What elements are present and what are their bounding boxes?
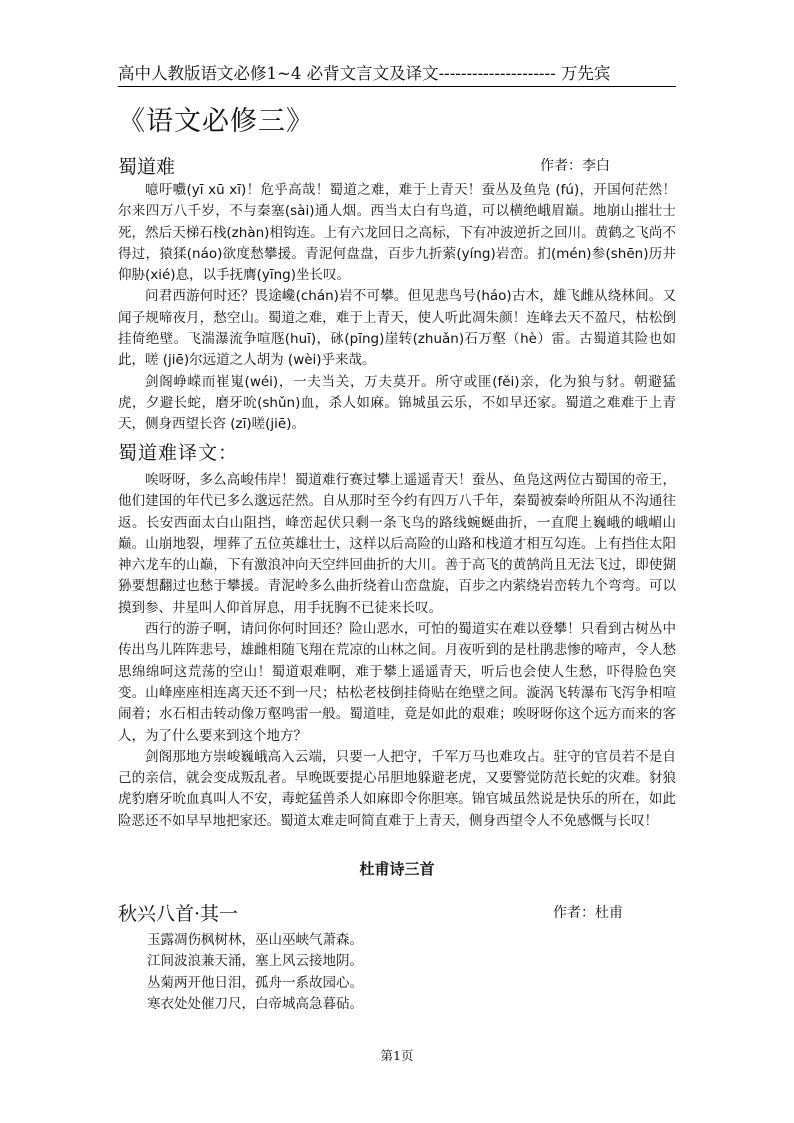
running-header: 高中人教版语文必修1~4 必背文言文及译文--------------------- 万先宾 [118,64,611,83]
page-number: 第1页 [380,1048,414,1063]
poem-title-shudaonan: 蜀道难 [118,156,176,178]
poem-author-qiuxing: 作者：杜甫 [553,905,623,921]
verse-line: 寒衣处处催刀尺，白帝城高急暮砧。 [147,995,363,1012]
header-rule [118,86,676,87]
paragraph: 剑阁那地方崇峻巍峨高入云端，只要一人把守，千军万马也难攻占。驻守的官员若不是自己的亲信，就会变成叛乱者。早晚既要提心吊胆地躲避老虎，又要警觉防范长蛇的灾难。豺狼虎豹磨牙吮血真叫人不安，毒蛇猛兽杀人如麻即令你胆寒。锦官城虽然说是快乐的所在，如此险恶还不如早早地把家还。蜀道太难走呵简直难于上青天，侧身西望令人不免感慨与长叹！ [118,748,676,829]
paragraph: 西行的游子啊，请问你何时回还？险山恶水，可怕的蜀道实在难以登攀！只看到古树丛中传出鸟儿阵阵悲号，雄雌相随飞翔在荒凉的山林之间。月夜听到的是杜鹃悲惨的啼声，令人愁思绵绵呵这荒荡的空山！蜀道艰难啊，难于攀上遥遥青天，听后也会使人生愁，吓得脸色突变。山峰座座相连离天还不到一尺；枯松老枝倒挂倚贴在绝壁之间。漩涡飞转瀑布飞泻争相喧闹着；水石相击转动像万壑鸣雷一般。蜀道哇，竟是如此的艰难；唉呀呀你这个远方而来的客人，为了什么要来到这个地方？ [118,621,676,744]
paragraph: 剑阁峥嵘而崔嵬(wéi)，一夫当关，万夫莫开。所守或匪(fěi)亲，化为狼与豺。朝避猛虎，夕避长蛇，磨牙吮(shǔn)血，杀人如麻。锦城虽云乐，不如早还家。蜀道之难难于上青天，侧身西望长咨 (zī)嗟(jiē)。 [118,373,676,433]
paragraph: 唉呀呀，多么高峻伟岸！蜀道难行赛过攀上遥遥青天！蚕丛、鱼凫这两位古蜀国的帝王，他们建国的年代已多么邈远茫然。自从那时至今约有四万八千年，秦蜀被秦岭所阻从不沟通往返。长安西面太白山阻挡，峰峦起伏只剩一条飞鸟的路线蜿蜒曲折，一直爬上巍峨的峨嵋山巅。山崩地裂，埋葬了五位英雄壮士，这样以后高险的山路和栈道才相互勾连。上有挡住太阳神六龙车的山巅，下有激浪冲向天空绊回曲折的大川。善于高飞的黄鹄尚且无法飞过，即使猢狲要想翻过也愁于攀援。青泥岭多么曲折绕着山峦盘旋，百步之内萦绕岩峦转九个弯弯。可以摸到参、井星叫人仰首屏息，用手抚胸不已徒来长叹。 [118,472,676,616]
poem-text-qiuxing [147,930,363,1015]
poem-author-shudaonan: 作者：李白 [540,158,610,174]
poem-title-qiuxing: 秋兴八首·其一 [118,903,239,925]
verse-line: 丛菊两开他日泪，孤舟一系故园心。 [147,974,363,991]
paragraph: 噫吁嚱(yī xū xī)！危乎高哉！蜀道之难，难于上青天！蚕丛及鱼凫 (fú)，开国何茫然！尔来四万八千岁，不与秦塞(sài)通人烟。西当太白有鸟道，可以横绝峨眉巅。地崩山摧壮士死，然后天梯石栈(zhàn)相钩连。上有六龙回日之高标，下有冲波逆折之回川。黄鹤之飞尚不得过，猿猱(náo)欲度愁攀援。青泥何盘盘，百步九折萦(yíng)岩峦。扪(mén)参(shēn)历井仰胁(xié)息，以手抚膺(yīng)坐长叹。 [118,182,676,284]
poem-text-shudaonan [118,180,676,436]
verse-line: 玉露凋伤枫树林，巫山巫峡气萧森。 [147,932,363,948]
paragraph: 问君西游何时还？畏途巉(chán)岩不可攀。但见悲鸟号(háo)古木，雄飞雌从绕林间。又闻子规啼夜月，愁空山。蜀道之难，难于上青天，使人听此凋朱颜！连峰去天不盈尺，枯松倒挂倚绝壁。飞湍瀑流争喧豗(huī)，砯(pīng)崖转(zhuǎn)石万壑（hè）雷。古蜀道其险也如此，嗟 (jiē)尔远道之人胡为 (wèi)乎来哉。 [118,288,676,369]
translation-title: 蜀道难译文： [118,442,239,464]
verse-line: 江间波浪兼天涌，塞上风云接地阴。 [147,953,363,970]
translation-text [118,470,676,832]
section-title-dufu: 杜甫诗三首 [359,860,435,878]
volume-title: 《语文必修三》 [118,106,314,137]
